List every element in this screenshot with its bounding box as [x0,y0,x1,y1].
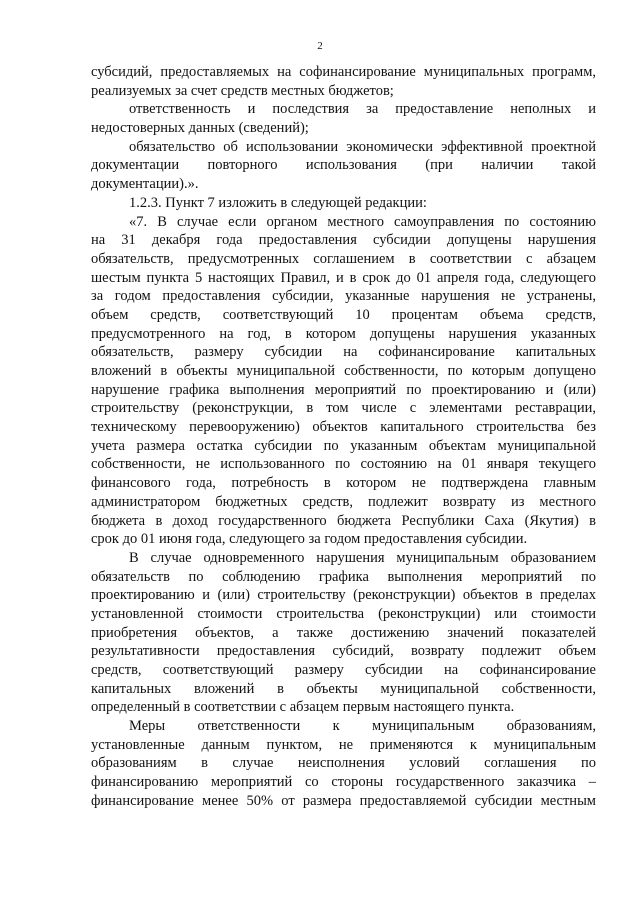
text-line: В случае одновременного нарушения муниципальным образованием [129,549,596,566]
text-line: вложений в объекты муниципальной собственности, по которым допущено [91,363,596,379]
text-line: документации повторного использования (при наличии такой [91,157,596,174]
text-line: обязательство об использовании экономически эффективной проектной [129,138,596,155]
text-line: документации).». [91,176,199,193]
text-line: недостоверных данных (сведений); [91,120,309,137]
text-line: субсидий, предоставляемых на софинансирование муниципальных программ, [91,64,596,80]
text-line: Меры ответственности к муниципальным образованиям, [129,718,596,735]
text-line: администратором бюджетных средств, подлежит возврату из местного [91,493,596,510]
text-line: образованиям в случае неисполнения условий соглашения по [91,755,596,772]
text-line: финансового года, потребность в котором не подтверждена главным [91,475,596,492]
text-line: результативности предоставления субсидий, возврату подлежит объем [91,643,596,660]
text-line: строительству (реконструкции, в том числе с элементами реставрации, [91,400,596,417]
text-line: приобретения объектов, а также достижению значений показателей [91,624,596,641]
text-line: за годом предоставления субсидии, указанные нарушения не устранены, [91,288,596,305]
text-line: 1.2.3. Пункт 7 изложить в следующей редакции: [129,194,427,211]
text-line: финансированию мероприятий со стороны государственного заказчика – [91,774,596,791]
text-line: капитальных вложений в объекты муниципальной собственности, [91,680,596,697]
text-line: обязательств, предусмотренных соглашением в соответствии с абзацем [91,250,596,267]
text-line: учета размера остатка субсидии по указанным объектам муниципальной [91,437,596,454]
text-line: установленные данным пунктом, не применяются к муниципальным [91,736,596,753]
text-line: «7. В случае если органом местного самоуправления по состоянию [129,213,596,230]
text-line: обязательств, размеру субсидии на софинансирование капитальных [91,344,596,361]
text-line: объем средств, соответствующий 10 процентам объема средств, [91,306,596,323]
text-line: собственности, не использованного по состоянию на 01 января текущего [91,456,596,473]
text-line: нарушение графика выполнения мероприятий по проектированию и (или) [91,381,596,398]
text-line: на 31 декабря года предоставления субсидии допущены нарушения [91,232,596,249]
text-line: средств, соответствующий размеру субсидии на софинансирование [91,662,596,678]
text-line: реализуемых за счет средств местных бюджетов; [91,82,394,99]
text-line: ответственность и последствия за предоставление неполных и [129,101,596,118]
text-line: шестым пункта 5 настоящих Правил, и в срок до 01 апреля года, следующего [91,269,596,286]
text-line: срок до 01 июня года, следующего за годом предоставления субсидии. [91,531,528,548]
text-line: определенный в соответствии с абзацем первым настоящего пункта. [91,699,515,716]
page-number: 2 [317,40,323,52]
text-line: бюджета в доход государственного бюджета Республики Саха (Якутия) в [91,512,596,529]
text-line: проектированию и (или) строительству (реконструкции) объектов в пределах [91,587,596,604]
text-line: установленной стоимости строительства (реконструкции) или стоимости [91,605,596,622]
text-line: предусмотренного на год, в котором допущены нарушения указанных [91,325,596,342]
text-line: техническому перевооружению) объектов капитального строительства без [91,419,596,436]
text-line: обязательств по соблюдению графика выполнения мероприятий по [91,568,596,585]
text-line: финансирование менее 50% от размера предоставляемой субсидии местным [91,792,596,809]
document-body [91,63,596,811]
